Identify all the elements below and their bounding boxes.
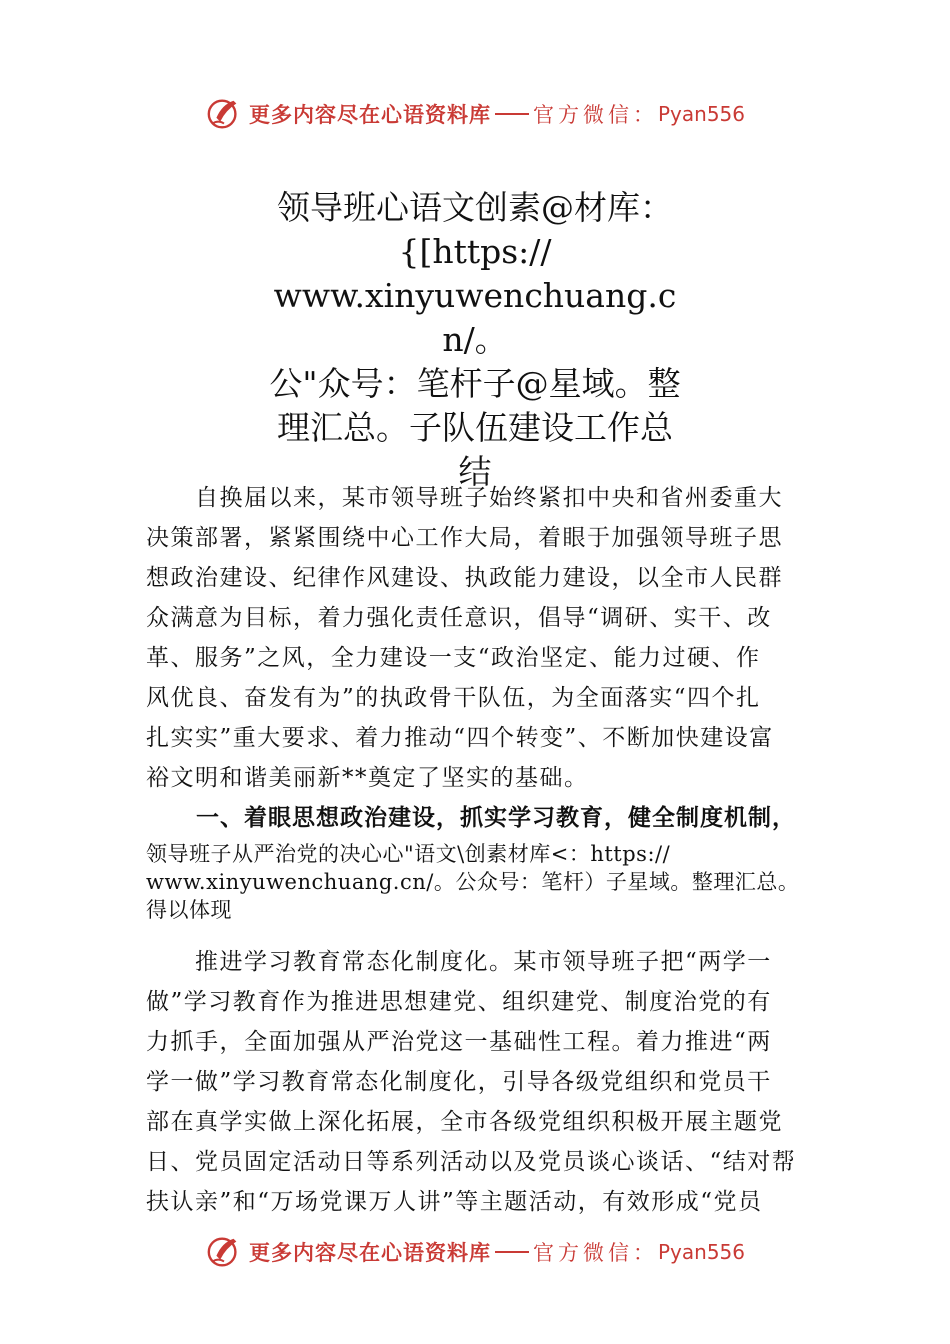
title-line: 领导班心语文创素@材库：: [277, 188, 673, 227]
heading-continuation: [146, 840, 826, 924]
text-line: 做”学习教育作为推进思想建党、组织建党、制度治党的有: [146, 989, 772, 1015]
document-title: [250, 186, 700, 494]
watermark-label: 官方微信：: [532, 103, 658, 127]
watermark-id: Pyan556: [657, 1240, 745, 1264]
text-line: 扶认亲”和“万场党课万人讲”等主题活动，有效形成“党员: [146, 1189, 763, 1215]
text-line: 风优良、奋发有为”的执政骨干队伍，为全面落实“四个扎: [146, 685, 761, 711]
text-line: 自换届以来，某市领导班子始终紧扣中央和省州委重大: [146, 485, 783, 511]
title-line: www.xinyuwenchuang.cn/。: [273, 276, 677, 359]
text-line: 日、党员固定活动日等系列活动以及党员谈心谈话、“结对帮: [146, 1149, 797, 1175]
paragraph-intro: [146, 478, 826, 798]
watermark-main: 更多内容尽在心语资料库: [248, 1240, 491, 1265]
text-line: 扎实实”重大要求、着力推动“四个转变”、不断加快建设富: [146, 725, 774, 751]
text-line: 力抓手，全面加强从严治党这一基础性工程。着力推进“两: [146, 1029, 772, 1055]
watermark-dash: [495, 1251, 529, 1253]
watermark-id: Pyan556: [657, 102, 745, 126]
text-line: 推进学习教育常态化制度化。某市领导班子把“两学一: [146, 949, 772, 975]
watermark-header: [0, 92, 950, 136]
text-line: www.xinyuwenchuang.cn/。公众号：笔杆）子星域。整理汇总。: [146, 870, 800, 894]
text-line: 裕文明和谐美丽新**奠定了坚实的基础。: [146, 765, 589, 791]
text-line: 领导班子从严治党的决心心"语文\创素材库<：https://: [146, 842, 671, 866]
watermark-main: 更多内容尽在心语资料库: [248, 102, 491, 127]
logo-icon: [205, 95, 243, 133]
title-line: {[https://: [398, 232, 552, 271]
title-line: 理汇总。子队伍建设工作总: [277, 408, 673, 447]
text-line: 革、服务”之风，全力建设一支“政治坚定、能力过硬、作: [146, 645, 761, 671]
section-heading: 一、着眼思想政治建设，抓实学习教育，健全制度机制，: [196, 805, 796, 831]
document-body: [146, 478, 826, 1222]
text-line: 想政治建设、纪律作风建设、执政能力建设，以全市人民群: [146, 565, 783, 591]
title-line: 结: [458, 452, 492, 491]
text-line: 众满意为目标，着力强化责任意识，倡导“调研、实干、改: [146, 605, 772, 631]
watermark-label: 官方微信：: [532, 1241, 658, 1265]
text-line: 部在真学实做上深化拓展，全市各级党组织积极开展主题党: [146, 1109, 783, 1135]
watermark-dash: [495, 113, 529, 115]
text-line: 决策部署，紧紧围绕中心工作大局，着眼于加强领导班子思: [146, 525, 783, 551]
title-line: 公"众号：笔杆子@星域。整: [269, 364, 681, 403]
logo-icon: [205, 1233, 243, 1271]
paragraph-study: [146, 942, 826, 1222]
text-line: 学一做”学习教育常态化制度化，引导各级党组织和党员干: [146, 1069, 772, 1095]
text-line: 得以体现: [146, 898, 232, 922]
watermark-footer: [0, 1230, 950, 1274]
